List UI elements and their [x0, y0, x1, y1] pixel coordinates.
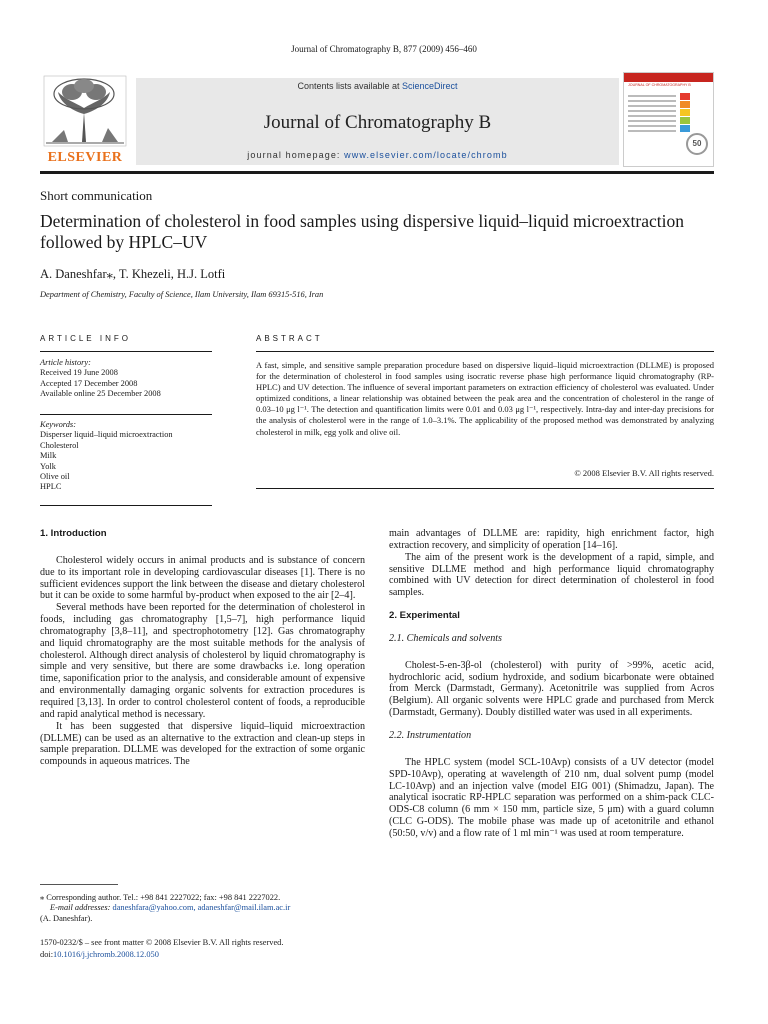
- article-type: Short communication: [40, 188, 153, 203]
- keywords-rule: [40, 505, 212, 506]
- doi-link[interactable]: 10.1016/j.jchromb.2008.12.050: [53, 950, 159, 959]
- received-date: Received 19 June 2008: [40, 368, 118, 378]
- subsection-heading-chemicals: 2.1. Chemicals and solvents: [389, 632, 502, 644]
- body-column-left: [40, 528, 365, 768]
- history-heading: Article history:: [40, 358, 91, 367]
- elsevier-wordmark: ELSEVIER: [47, 150, 123, 165]
- history-rule: [40, 414, 212, 415]
- chemicals-paragraph: Cholest-5-en-3β-ol (cholesterol) with purity of >99%, acetic acid, hydrochloric acid, sodium hydroxide, and sodium bicarbonate were obtained from Merck (Darmstadt, Germany). Acetonitrile was supplied from Acros (Belgium). All organic solvents were HPLC grade and purchased from Merck (Darmstadt, Germany). Doubly distilled water was used in all experiments.: [389, 659, 714, 719]
- journal-name: Journal of Chromatography B: [263, 112, 492, 133]
- intro-paragraph-4: The aim of the present work is the development of a rapid, simple, and sensitive DLLME method and high performance liquid chromatography combined with UV detection for direct determination of cholesterol in food samples.: [389, 551, 714, 599]
- keyword: Yolk: [40, 461, 56, 471]
- keyword: HPLC: [40, 482, 62, 492]
- keyword: Milk: [40, 451, 57, 461]
- instrumentation-paragraph: The HPLC system (model SCL-10Avp) consists of a UV detector (model SPD-10Avp), operating at wavelength of 210 nm, dual solvent pump (model LC-10Avp) and an injection valve (model EIG 001) (Shimadzu, Japan). The analytical isocratic RP-HPLC separation was performed on a shim-pack CLC-ODS-C8 column (6 mm × 150 mm, particle size, 5 μm) with a guard column (CLC G-ODS). The mobile phase was made up of acetonitrile and ethanol (50:50, v/v) and a flow rate of 1 ml min⁻¹ was used at room temperature.: [389, 756, 714, 839]
- email-label: E-mail addresses:: [50, 903, 111, 913]
- journal-cover-thumbnail: [623, 72, 714, 167]
- header-rule: [40, 171, 714, 174]
- corresponding-author-contact: ⁎ Corresponding author. Tel.: +98 841 2227022; fax: +98 841 2227022.: [40, 893, 281, 902]
- homepage-line: [136, 150, 619, 160]
- affiliation: Department of Chemistry, Faculty of Science, Ilam University, Ilam 69315-516, Iran: [40, 290, 324, 299]
- homepage-prefix: journal homepage:: [247, 150, 345, 160]
- issn-line: 1570-0232/$ – see front matter © 2008 Elsevier B.V. All rights reserved.: [40, 938, 284, 947]
- online-date: Available online 25 December 2008: [40, 389, 161, 399]
- body-column-right: [389, 528, 714, 840]
- author-name: (A. Daneshfar).: [40, 913, 93, 923]
- abstract-bottom-rule: [256, 488, 714, 489]
- accepted-date: Accepted 17 December 2008: [40, 378, 138, 388]
- cover-color-stripes: [680, 93, 690, 133]
- corresponding-author-footnote: [40, 893, 365, 924]
- cover-red-bar: [624, 73, 713, 82]
- masthead: [40, 72, 714, 167]
- article-info-rule: [40, 351, 212, 352]
- journal-citation: Journal of Chromatography B, 877 (2009) 456–460: [291, 44, 477, 54]
- contents-line: [136, 81, 619, 91]
- journal-banner: [136, 78, 619, 165]
- cover-title: JOURNAL OF CHROMATOGRAPHY B: [628, 83, 691, 87]
- email-line: [40, 903, 365, 913]
- abstract-text: A fast, simple, and sensitive sample preparation procedure based on dispersive liquid–liquid microextraction (DLLME) is proposed for the determination of cholesterol in food samples using isocratic reverse phase high performance liquid chromatography (RP-HPLC) and UV detection. The influence of several important parameters on extraction efficiency of cholesterol was evaluated. Under optimized conditions, a linear relationship was obtained between the peak area and the concentration of cholesterol in the range of 0.03–10 μg l⁻¹. The detection and quantification limits were 0.01 and 0.03 μg l⁻¹, respectively. Intra-day and inter-day precisions for the analysis of cholesterol were in the range of 1.0–3.1%. The applicability of the proposed method was demonstrated by analyzing cholesterol in milk, egg yolk and olive oil.: [256, 360, 714, 437]
- intro-paragraph-3-continued: main advantages of DLLME are: rapidity, high enrichment factor, high extraction recovery, and simplicity of operation [14–16].: [389, 528, 714, 551]
- keyword: Disperser liquid–liquid microextraction: [40, 430, 173, 440]
- keyword: Olive oil: [40, 472, 70, 482]
- sciencedirect-link[interactable]: ScienceDirect: [402, 81, 458, 91]
- subsection-heading-instrumentation: 2.2. Instrumentation: [389, 729, 472, 741]
- keywords-heading: Keywords:: [40, 420, 76, 429]
- authors: A. Daneshfar⁎, T. Khezeli, H.J. Lotfi: [40, 267, 226, 281]
- abstract-rule: [256, 351, 714, 352]
- intro-paragraph-3: It has been suggested that dispersive liquid–liquid microextraction (DLLME) can be used as an alternative to the extraction and clean-up steps in sample preparation. DLLME was developed for the extraction of some organic compounds in aqueous matrices. The: [40, 720, 365, 768]
- contents-prefix: Contents lists available at: [297, 81, 403, 91]
- intro-paragraph-2: Several methods have been reported for the determination of cholesterol in foods, including gas chromatography [1,5–7], high performance liquid chromatography [3,8–11], and spectrophotometry [12]. Gas chromatography and liquid chromatography are the most suitable methods for the analysis of cholesterol. Although direct analysis of cholesterol by liquid chromatography is simple and very sensitive, but there are some drawbacks i.e. long operation time, saponification prior to the analysis, and considerable amount of expensive and environmentally damaging organic solvents for extraction procedures is required [3,13]. In order to control cholesterol content of foods, a reproducible and rapid analytical method is necessary.: [40, 602, 365, 720]
- cover-contents-lines: [628, 95, 676, 135]
- email-links[interactable]: daneshfara@yahoo.com, adaneshfar@mail.ilam.ac.ir: [112, 903, 291, 913]
- doi-label: doi:: [40, 950, 54, 959]
- front-matter: [40, 937, 365, 961]
- footnote-rule: [40, 884, 118, 885]
- doi-line: [40, 949, 365, 961]
- section-heading-experimental: 2. Experimental: [389, 610, 460, 622]
- keywords: [40, 420, 212, 493]
- homepage-link[interactable]: www.elsevier.com/locate/chromb: [344, 150, 508, 160]
- section-heading-introduction: 1. Introduction: [40, 528, 107, 539]
- article-info-label: ARTICLE INFO: [40, 334, 131, 343]
- abstract-copyright: © 2008 Elsevier B.V. All rights reserved.: [574, 468, 714, 478]
- keyword: Cholesterol: [40, 440, 79, 450]
- intro-paragraph-1: Cholesterol widely occurs in animal products and is substance of concern due to its important role in developing cardiovascular diseases [1]. There is no sufficient evidences support the link between the disease and dietary cholesterol but it can be oxide to some harmful by-product when exposed to the air [2–4].: [40, 554, 365, 602]
- cover-anniversary-seal: 50: [686, 133, 708, 155]
- abstract-label: ABSTRACT: [256, 334, 323, 343]
- article-history: [40, 358, 212, 400]
- article-title: Determination of cholesterol in food samples using dispersive liquid–liquid microextraction followed by HPLC–UV: [40, 211, 684, 252]
